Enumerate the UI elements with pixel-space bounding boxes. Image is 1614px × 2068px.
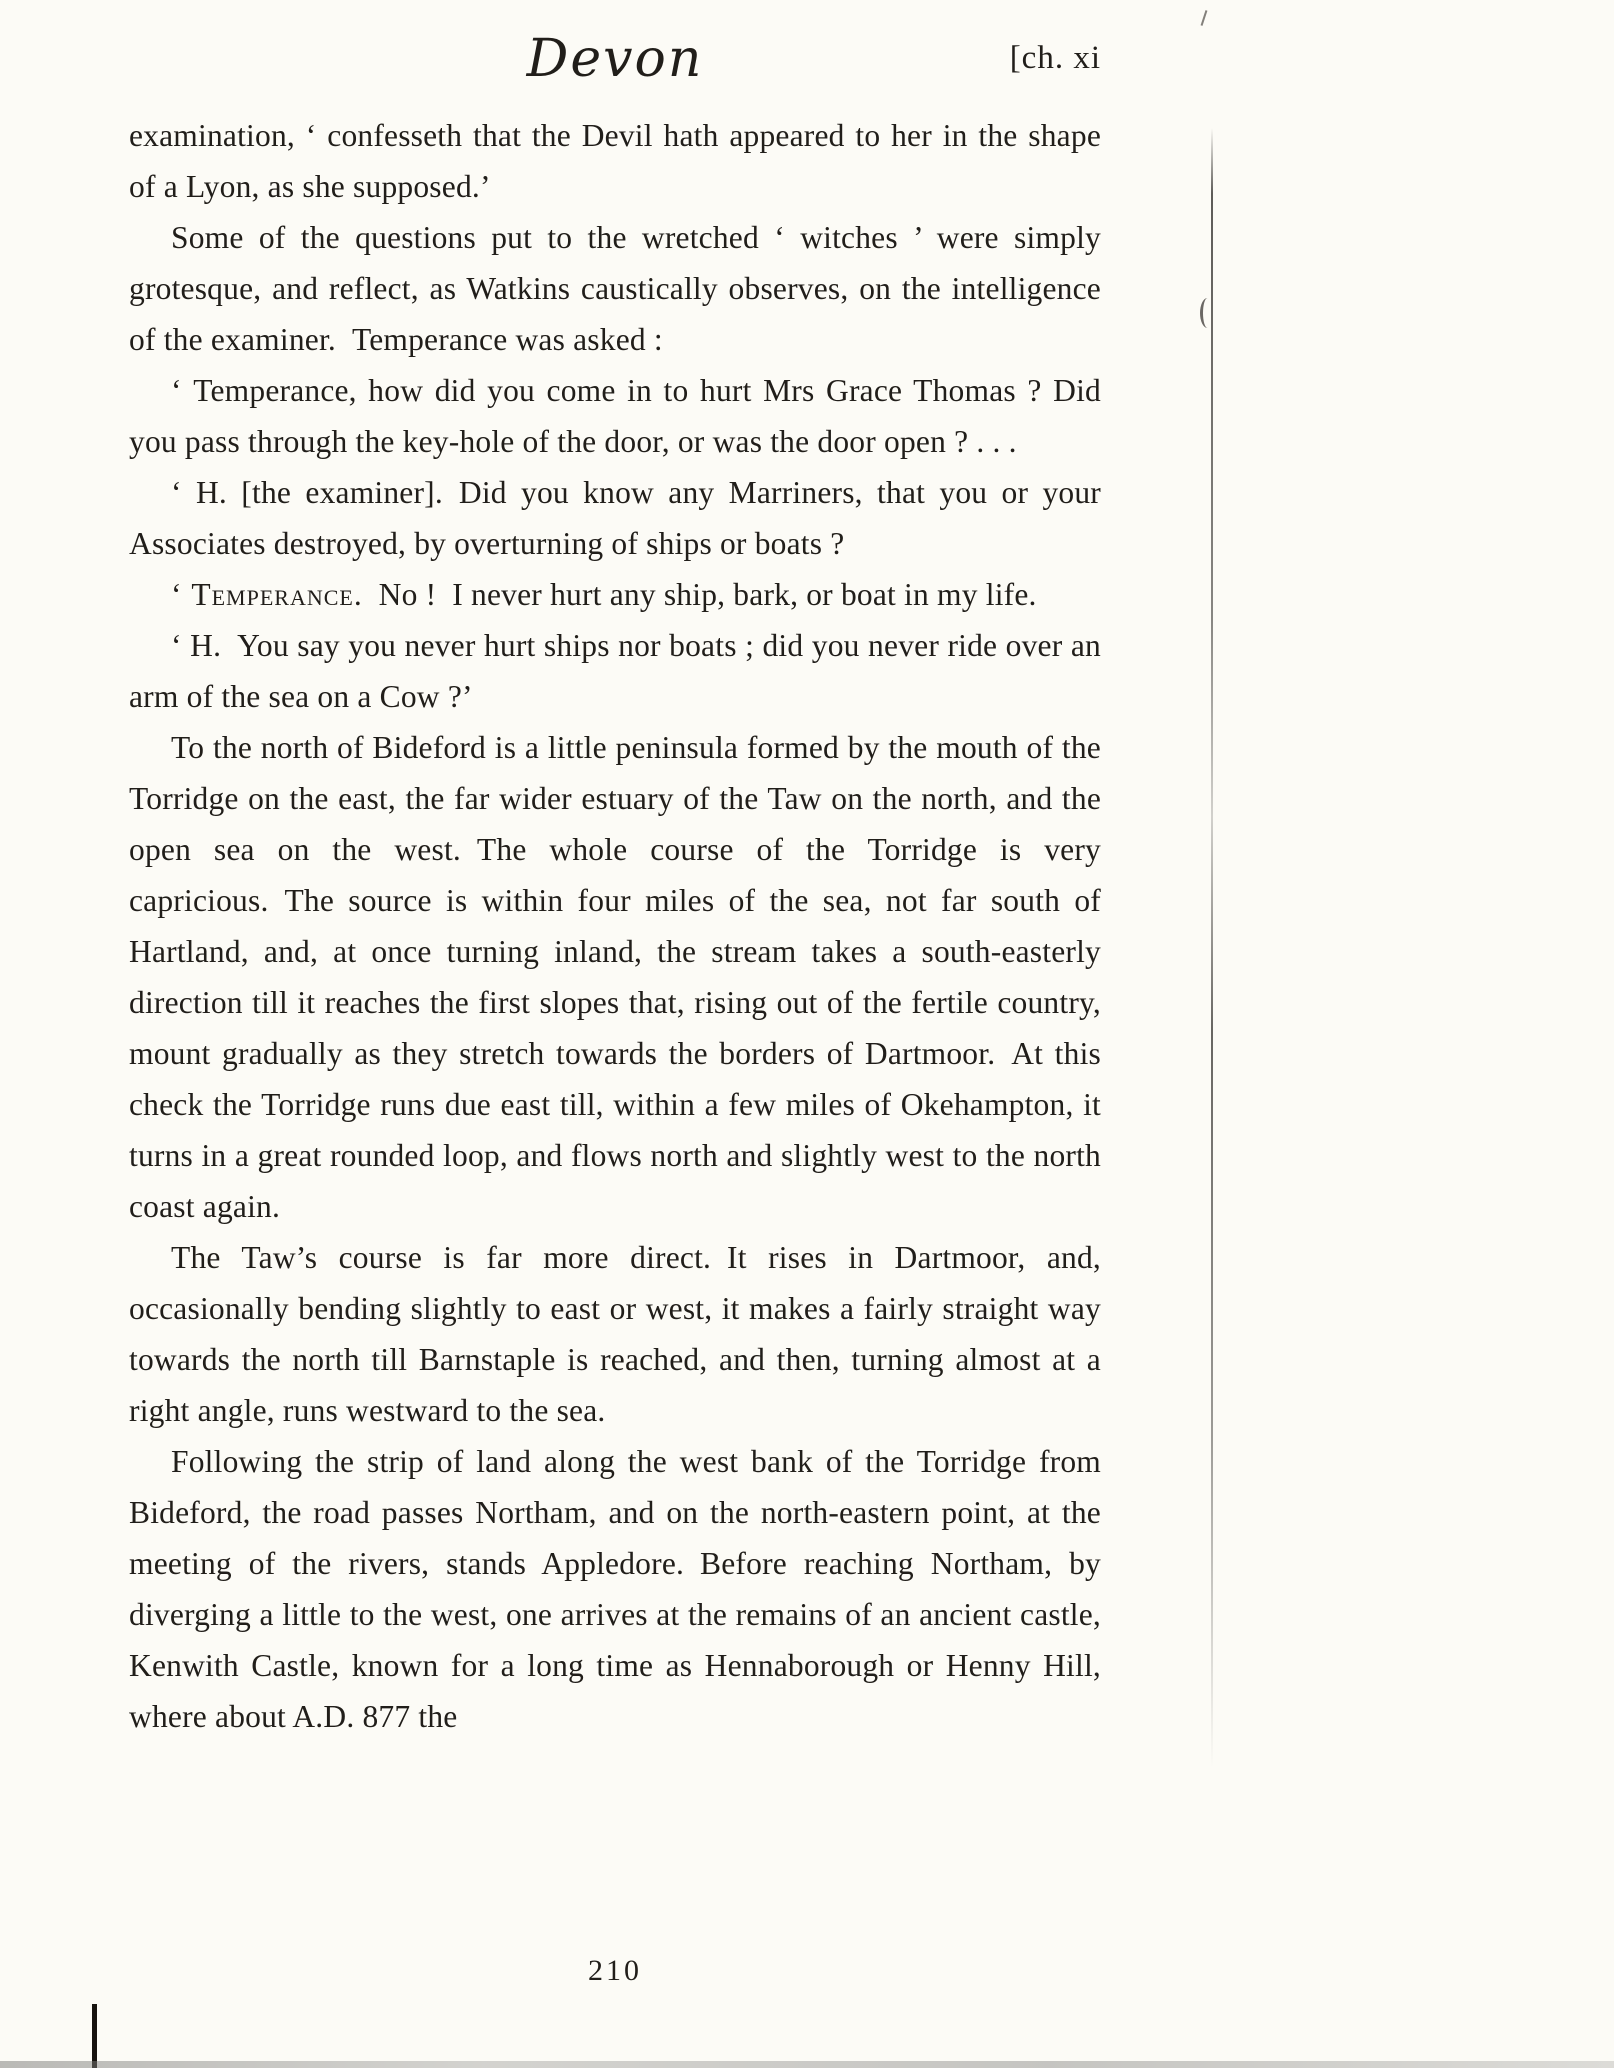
paragraph-9: Following the strip of land along the west bank of the Torridge from Bideford, the road passes Northam, and on the north-eastern point, at the meeting of the rivers, stands Appledore. Before reaching Northam, by diverging a little to the west, one arrives at the remains of an ancient castle, Kenwith Castle, known for a long time as Hennaborough or Henny Hill, where about A.D. 877 the [129,1444,1101,1734]
running-head [129,28,1101,106]
paragraph-3: ‘ Temperance, how did you come in to hurt Mrs Grace Thomas ? Did you pass through the key-hole of the door, or was the door open ? . . . [129,373,1101,459]
paragraph-5-text: No ! I never hurt any ship, bark, or boat in my life. [362,577,1037,612]
speaker-name: ‘ Temperance. [171,577,363,612]
paragraph-5 [129,569,1101,620]
scan-artifact-bottom-edge [0,2061,1614,2068]
paragraph-4: ‘ H. [the examiner]. Did you know any Marriners, that you or your Associates destroyed, by overturning of ships or boats ? [129,475,1101,561]
paragraph-1: examination, ‘ confesseth that the Devil hath appeared to her in the shape of a Lyon, as she supposed.’ [129,118,1101,204]
paragraph-8: The Taw’s course is far more direct. It rises in Dartmoor, and, occasionally bending slightly to east or west, it makes a fairly straight way towards the north till Barnstaple is reached, and then, turning almost at a right angle, runs westward to the sea. [129,1240,1101,1428]
scan-artifact-paren-mark [1200,298,1215,328]
running-head-chapter: [ch. xi [1009,40,1101,76]
running-head-title: Devon [526,29,704,89]
scan-artifact-right-line [1211,128,1213,1768]
body-text [129,110,1101,1742]
paragraph-2: Some of the questions put to the wretched ‘ witches ’ were simply grotesque, and reflect, as Watkins caustically observes, on the intelligence of the examiner. Temperance was asked : [129,220,1101,357]
scan-artifact-bottom-left-bar [92,2004,97,2068]
page-content [129,28,1101,1742]
page-number: 210 [588,1954,642,1987]
scan-artifact-tick [1201,10,1208,26]
paragraph-6: ‘ H. You say you never hurt ships nor boats ; did you never ride over an arm of the sea on a Cow ?’ [129,628,1101,714]
paragraph-7: To the north of Bideford is a little peninsula formed by the mouth of the Torridge on the east, the far wider estuary of the Taw on the north, and the open sea on the west. The whole course of the Torridge is very capricious. The source is within four miles of the sea, not far south of Hartland, and, at once turning inland, the stream takes a south-easterly direction till it reaches the first slopes that, rising out of the fertile country, mount gradually as they stretch towards the borders of Dartmoor. At this check the Torridge runs due east till, within a few miles of Okehampton, it turns in a great rounded loop, and flows north and slightly west to the north coast again. [129,730,1101,1224]
